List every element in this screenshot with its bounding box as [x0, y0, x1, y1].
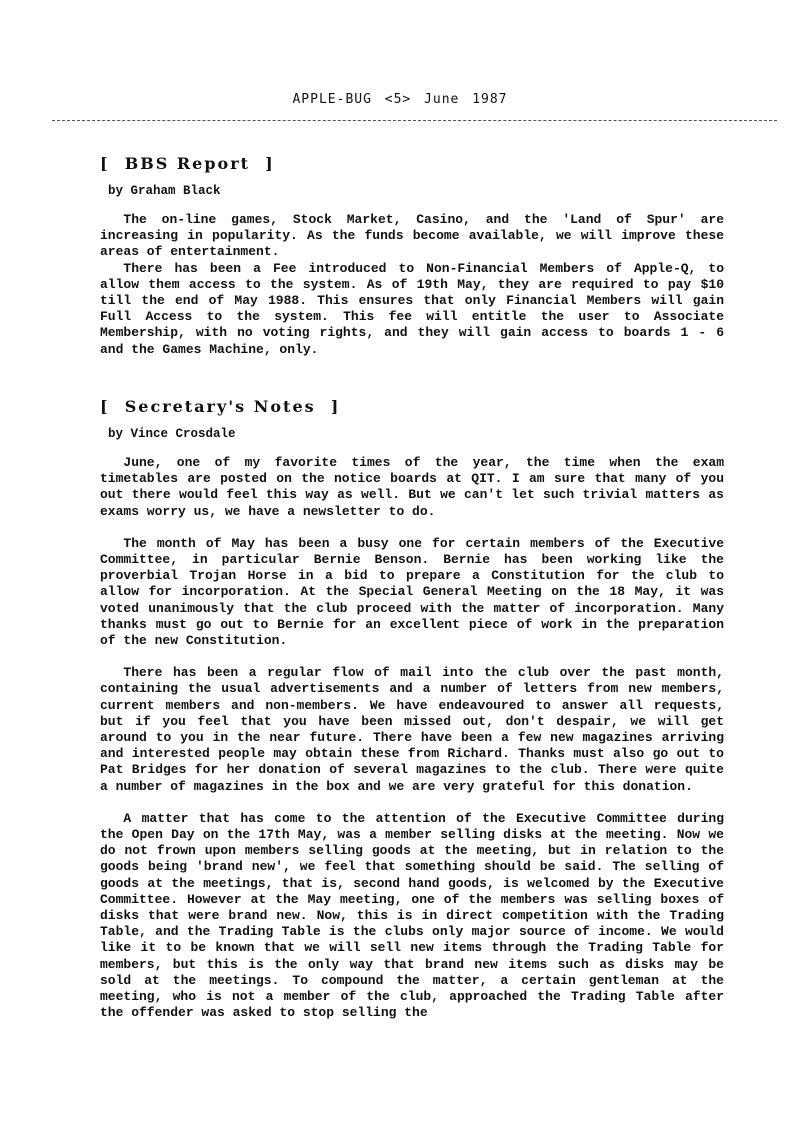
paragraph: The on-line games, Stock Market, Casino, and the 'Land of Spur' are increasing in popularity. As the funds become available, we will improve these areas of entertainment.: [100, 212, 724, 260]
paragraph: There has been a regular flow of mail into the club over the past month, containing the usual advertisements and a number of letters from new members, current members and non-members. We have endeavoured to answer all requests, but if you feel that you have been missed out, don't despair, we will get around to you in the near future. There have been a few new magazines arriving and interested people may obtain these from Richard. Thanks must also go out to Pat Bridges for her donation of several magazines to the club. There were quite a number of magazines in the box and we are very grateful for this donation.: [100, 665, 724, 794]
article-title: [ BBS Report ]: [100, 154, 275, 173]
header-divider: [52, 120, 777, 121]
article-secretarys-notes: [100, 397, 724, 1022]
article-bbs-report: [100, 154, 724, 358]
paragraph: There has been a Fee introduced to Non-Financial Members of Apple-Q, to allow them access to the system. As of 19th May, they are required to pay $10 till the end of May 1988. This ensures that only Financial Members will gain Full Access to the system. This fee will entitle the user to Associate Membership, with no voting rights, and they will gain access to boards 1 - 6 and the Games Machine, only.: [100, 260, 724, 357]
article-byline: by Graham Black: [108, 184, 221, 198]
article-title: [ Secretary's Notes ]: [100, 397, 341, 416]
article-body: [100, 455, 724, 1022]
article-body: [100, 212, 724, 358]
paragraph: June, one of my favorite times of the year, the time when the exam timetables are posted on the notice boards at QIT. I am sure that many of you out there would feel this way as well. But we can't let such trivial matters as exams worry us, we have a newsletter to do.: [100, 455, 724, 519]
article-byline: by Vince Crosdale: [108, 427, 236, 441]
paragraph: The month of May has been a busy one for certain members of the Executive Committee, in particular Bernie Benson. Bernie has been working like the proverbial Trojan Horse in a bid to prepare a Constitution for the club to allow for incorporation. At the Special General Meeting on the 18 May, it was voted unanimously that the club proceed with the matter of incorporation. Many thanks must go out to Bernie for an excellent piece of work in the preparation of the new Constitution.: [100, 535, 724, 649]
paragraph: A matter that has come to the attention of the Executive Committee during the Open Day on the 17th May, was a member selling disks at the meeting. Now we do not frown upon members selling goods at the meeting, but in relation to the goods being 'brand new', we feel that something should be said. The selling of goods at the meetings, that is, second hand goods, is welcomed by the Executive Committee. However at the May meeting, one of the members was selling boxes of disks that were brand new. Now, this is in direct competition with the Trading Table, and the Trading Table is the clubs only major source of income. We would like it to be known that we will sell new items through the Trading Table for members, but this is the only way that brand new items such as disks may be sold at the meetings. To compound the matter, a certain gentleman at the meeting, who is not a member of the club, approached the Trading Table after the offender was asked to stop selling the: [100, 810, 724, 1021]
page-header: APPLE-BUG <5> June 1987: [292, 92, 508, 107]
